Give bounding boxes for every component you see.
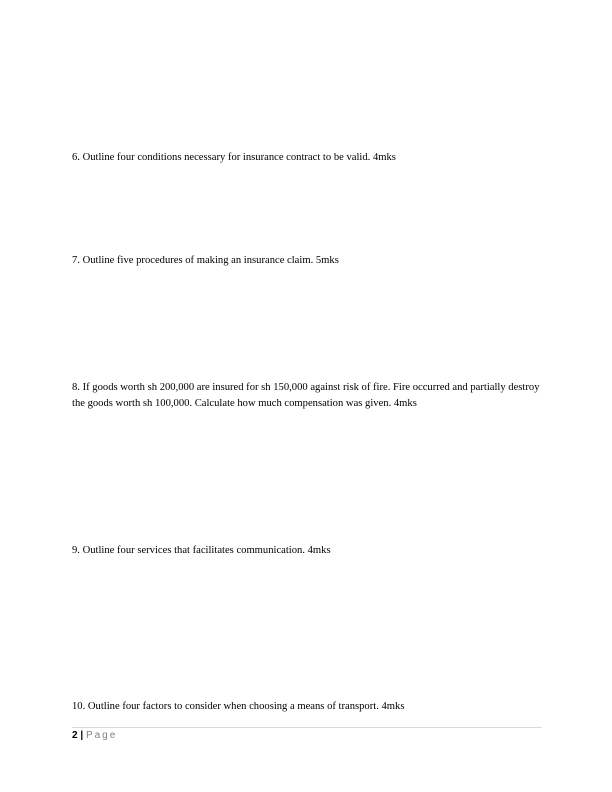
question-6: 6. Outline four conditions necessary for insurance contract to be valid. 4mks <box>72 152 396 163</box>
question-8: 8. If goods worth sh 200,000 are insured for sh 150,000 against risk of fire. Fire occurred and partially destroy the goods worth sh 100,000. Calculate how much compensation was given. 4mks <box>72 382 540 409</box>
question-10: 10. Outline four factors to consider when choosing a means of transport. 4mks <box>72 701 405 712</box>
page-label: Page <box>85 730 118 741</box>
footer-separator: | <box>80 730 84 741</box>
question-7: 7. Outline five procedures of making an insurance claim. 5mks <box>72 255 339 266</box>
page-footer <box>72 730 117 741</box>
footer-divider <box>72 727 542 728</box>
page-number: 2 <box>72 730 78 741</box>
question-9: 9. Outline four services that facilitates communication. 4mks <box>72 545 331 556</box>
